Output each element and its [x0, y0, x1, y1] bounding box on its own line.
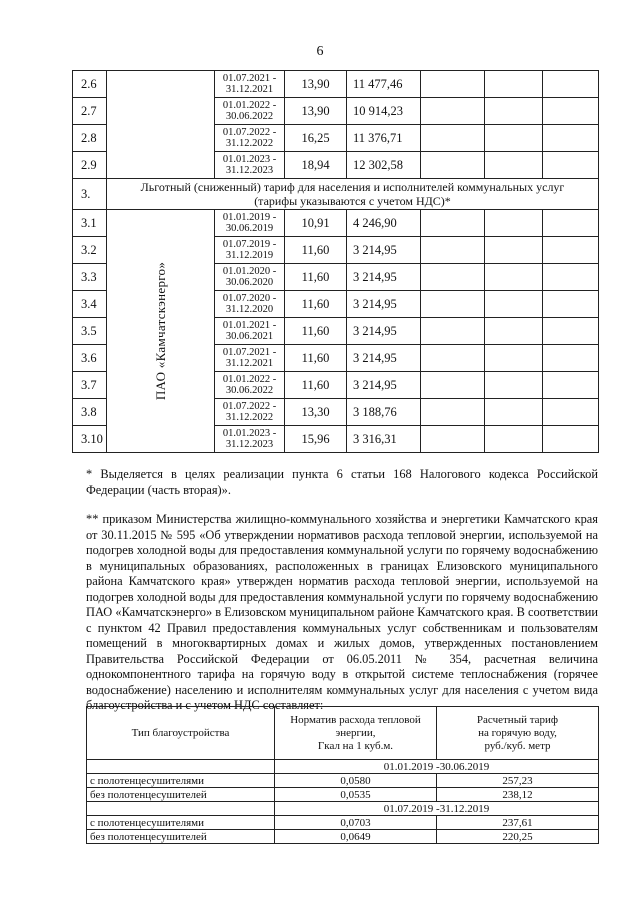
row-number: 2.9 — [73, 152, 107, 179]
tariff-cell: 257,23 — [437, 774, 599, 788]
period-cell: 01.01.2022 - 30.06.2022 — [215, 98, 285, 125]
period-cell: 01.07.2021 - 31.12.2021 — [215, 345, 285, 372]
row-number: 3.2 — [73, 237, 107, 264]
period-cell: 01.07.2022 - 31.12.2022 — [215, 399, 285, 426]
period-cell: 01.07.2019 - 31.12.2019 — [215, 237, 285, 264]
period-label: 01.07.2019 -31.12.2019 — [275, 802, 599, 816]
tariff-total: 4 246,90 — [347, 210, 421, 237]
tariff-total: 3 214,95 — [347, 345, 421, 372]
page-number: 6 — [316, 44, 324, 59]
period-row — [87, 760, 599, 774]
type-cell: без полотенцесушителей — [87, 788, 275, 802]
norm-cell: 0,0580 — [275, 774, 437, 788]
tariff-value: 11,60 — [285, 318, 347, 345]
tariff-cell: 220,25 — [437, 830, 599, 844]
period-cell: 01.01.2023 - 31.12.2023 — [215, 152, 285, 179]
tariff-value: 18,94 — [285, 152, 347, 179]
row-number: 3.5 — [73, 318, 107, 345]
tariff-total: 10 914,23 — [347, 98, 421, 125]
type-cell: с полотенцесушителями — [87, 816, 275, 830]
type-cell: с полотенцесушителями — [87, 774, 275, 788]
tariff-total: 3 214,95 — [347, 291, 421, 318]
period-cell: 01.01.2023 - 31.12.2023 — [215, 426, 285, 453]
norm-cell: 0,0649 — [275, 830, 437, 844]
tariff-total: 11 376,71 — [347, 125, 421, 152]
table-row — [87, 774, 599, 788]
header-type: Тип благоустройства — [87, 707, 275, 760]
tariff-value: 13,90 — [285, 98, 347, 125]
norm-cell: 0,0535 — [275, 788, 437, 802]
org-name: ПАО «Камчатскэнерго» — [152, 261, 168, 401]
tariff-total: 12 302,58 — [347, 152, 421, 179]
row-number: 3.6 — [73, 345, 107, 372]
section-row — [73, 179, 599, 210]
row-number: 3.8 — [73, 399, 107, 426]
period-cell: 01.01.2021 - 30.06.2021 — [215, 318, 285, 345]
tariff-total: 3 214,95 — [347, 318, 421, 345]
row-number: 3.4 — [73, 291, 107, 318]
period-cell: 01.07.2021 - 31.12.2021 — [215, 71, 285, 98]
header-norm: Норматив расхода тепловой энергии, Гкал на 1 куб.м. — [275, 707, 437, 760]
period-cell: 01.07.2022 - 31.12.2022 — [215, 125, 285, 152]
header-tariff: Расчетный тариф на горячую воду, руб./куб. метр — [437, 707, 599, 760]
type-cell: без полотенцесушителей — [87, 830, 275, 844]
tariff-value: 10,91 — [285, 210, 347, 237]
footnote-norms: ** приказом Министерства жилищно-коммунального хозяйства и энергетики Камчатского края от 30.11.2015 № 595 «Об утверждении нормативов расхода тепловой энергии, используемой на подогрев холодной воды для предоставления коммунальной услуги по горячему водоснабжению в муниципальных образованиях, расположенных в границах Елизовского муниципального района Камчатского края» утвержден норматив расхода тепловой энергии, используемой на подогрев холодной воды для предоставления коммунальной услуги по горячему водоснабжению ПАО «Камчатскэнерго» в Елизовском муниципальном районе Камчатского края. В соответствии с пунктом 42 Правил предоставления коммунальных услуг собственникам и пользователям помещений в многоквартирных домах и жилых домов, утвержденных постановлением Правительства Российской Федерации от 06.05.2011 № 354, расчетная величина однокомпонентного тарифа на горячую воду в открытой системе теплоснабжения (горячее водоснабжение) населению и исполнителям коммунальных услуг для населения с учетом вида благоустройства и с учетом НДС составляет: — [86, 512, 598, 712]
section-title: Льготный (сниженный) тариф для населения и исполнителей коммунальных услуг (тарифы указываются с учетом НДС)* — [107, 179, 599, 210]
org-cell — [107, 210, 215, 453]
tariff-value: 11,60 — [285, 291, 347, 318]
row-number: 3.7 — [73, 372, 107, 399]
tariff-total: 3 214,95 — [347, 264, 421, 291]
row-number: 2.8 — [73, 125, 107, 152]
tariff-value: 16,25 — [285, 125, 347, 152]
row-number: 2.6 — [73, 71, 107, 98]
tariff-value: 13,30 — [285, 399, 347, 426]
table-row — [73, 210, 599, 237]
tariff-total: 3 316,31 — [347, 426, 421, 453]
period-label: 01.01.2019 -30.06.2019 — [275, 760, 599, 774]
row-number: 3.3 — [73, 264, 107, 291]
tariff-cell: 237,61 — [437, 816, 599, 830]
org-cell-top — [107, 71, 215, 179]
norm-table-header — [87, 707, 599, 760]
tariff-total: 3 214,95 — [347, 237, 421, 264]
tariff-total: 3 188,76 — [347, 399, 421, 426]
period-cell: 01.01.2022 - 30.06.2022 — [215, 372, 285, 399]
tariff-cell: 238,12 — [437, 788, 599, 802]
table-row — [73, 71, 599, 98]
tariff-value: 11,60 — [285, 237, 347, 264]
table-row — [87, 816, 599, 830]
tariff-value: 11,60 — [285, 345, 347, 372]
period-cell: 01.01.2020 - 30.06.2020 — [215, 264, 285, 291]
period-row — [87, 802, 599, 816]
row-number: 3.10 — [73, 426, 107, 453]
row-number: 2.7 — [73, 98, 107, 125]
footnote-vat: * Выделяется в целях реализации пункта 6 статьи 168 Налогового кодекса Российской Федерации (часть вторая)». — [86, 467, 598, 497]
norm-cell: 0,0703 — [275, 816, 437, 830]
tariff-value: 11,60 — [285, 264, 347, 291]
table-row — [87, 830, 599, 844]
tariff-total: 11 477,46 — [347, 71, 421, 98]
tariff-table — [72, 70, 599, 453]
period-cell: 01.01.2019 - 30.06.2019 — [215, 210, 285, 237]
tariff-total: 3 214,95 — [347, 372, 421, 399]
tariff-value: 11,60 — [285, 372, 347, 399]
section-number: 3. — [73, 179, 107, 210]
tariff-value: 13,90 — [285, 71, 347, 98]
norm-table — [86, 706, 599, 844]
tariff-value: 15,96 — [285, 426, 347, 453]
table-row — [87, 788, 599, 802]
period-cell: 01.07.2020 - 31.12.2020 — [215, 291, 285, 318]
row-number: 3.1 — [73, 210, 107, 237]
